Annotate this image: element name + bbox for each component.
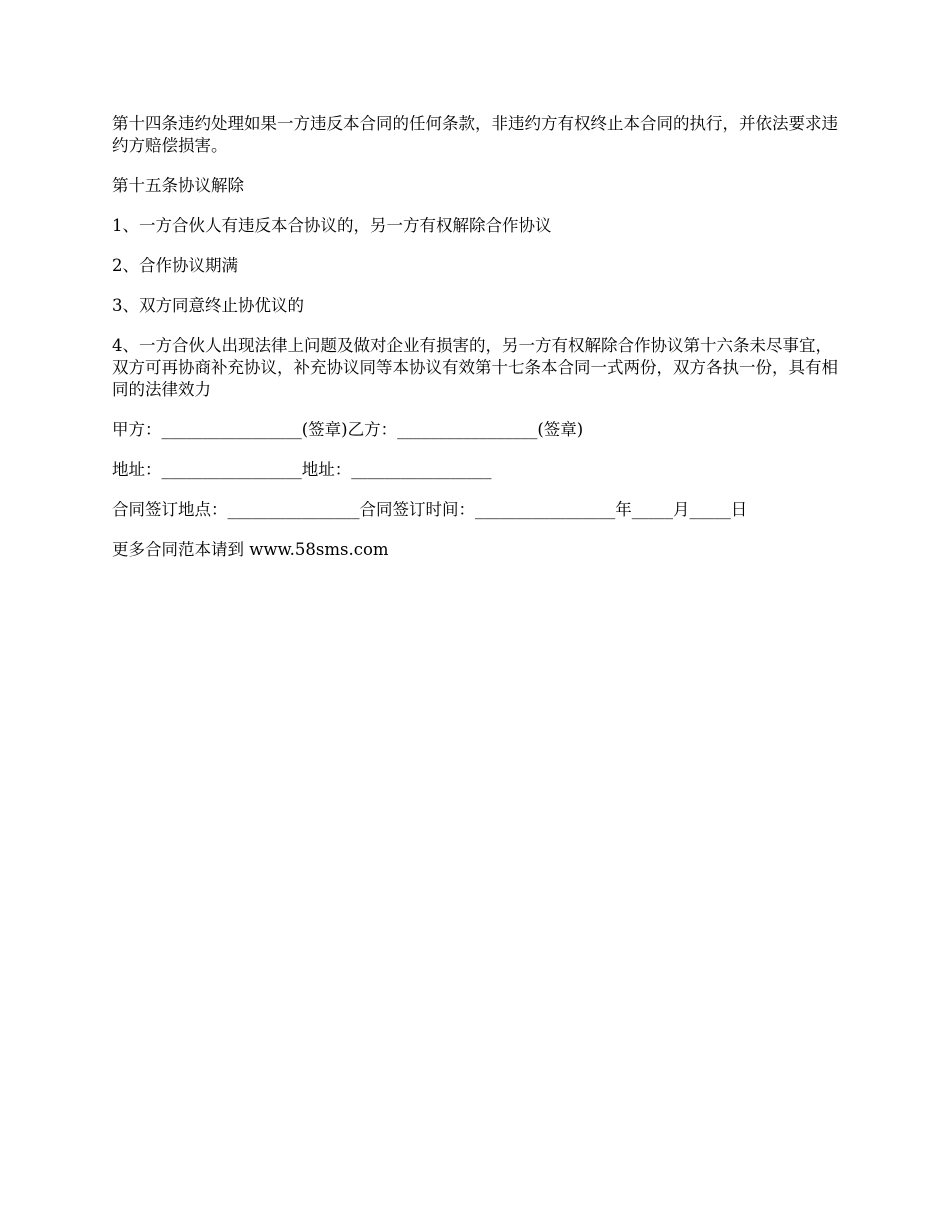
clause-4-paragraph: 4、一方合伙人出现法律上问题及做对企业有损害的，另一方有权解除合作协议第十六条未尽事宜，双方可再协商补充协议，补充协议同等本协议有效第十七条本合同一式两份，双方各执一份，具有相同的法律效力 bbox=[112, 336, 838, 399]
party-signature-line: 甲方：_________________(签章)乙方：_________________(签章) bbox=[112, 420, 584, 439]
article-14-paragraph: 第十四条违约处理如果一方违反本合同的任何条款，非违约方有权终止本合同的执行，并依法要求违约方赔偿损害。 bbox=[112, 114, 838, 155]
clause-2-paragraph: 2、合作协议期满 bbox=[112, 256, 238, 275]
clause-3-paragraph: 3、双方同意终止协优议的 bbox=[112, 296, 304, 315]
signing-place-date-line: 合同签订地点：________________合同签订时间：_________________年_____月_____日 bbox=[112, 500, 748, 519]
document-page bbox=[112, 113, 840, 579]
footer-website-line: 更多合同范本请到 www.58sms.com bbox=[112, 540, 389, 559]
clause-1-paragraph: 1、一方合伙人有违反本合协议的，另一方有权解除合作协议 bbox=[112, 216, 552, 235]
article-15-heading: 第十五条协议解除 bbox=[112, 176, 244, 195]
address-line: 地址：_________________地址：_________________ bbox=[112, 460, 492, 479]
